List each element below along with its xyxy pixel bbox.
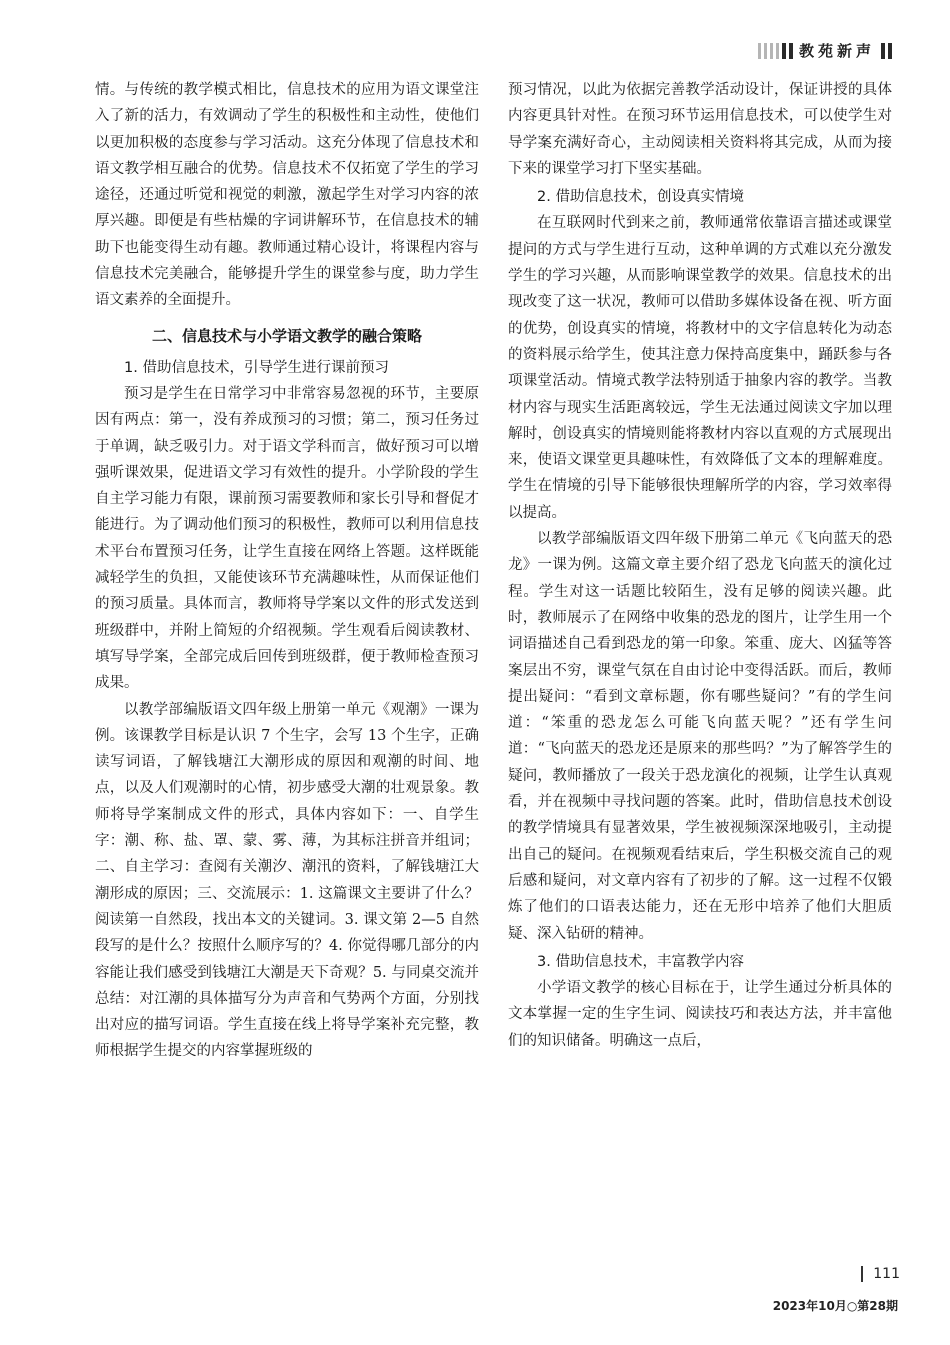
intro-paragraph: 情。与传统的教学模式相比，信息技术的应用为语文课堂注入了新的活力，有效调动了学生的积极性和主动性，使他们以更加积极的态度参与学习活动。这充分体现了信息技术和语文教学相互融合的优势。信息技术不仅拓宽了学生的学习途径，还通过听觉和视觉的刺激，激起学生对学习内容的浓厚兴趣。即便是有些枯燥的字词讲解环节，在信息技术的辅助下也能变得生动有趣。教师通过精心设计，将课程内容与信息技术完美融合，能够提升学生的课堂参与度，助力学生语文素养的全面提升。: [95, 82, 479, 309]
header-bars-left: [758, 43, 793, 59]
situation-paragraph: 在互联网时代到来之前，教师通常依靠语言描述或课堂提问的方式与学生进行互动，这种单调的方式难以充分激发学生的学习兴趣，从而影响课堂教学的效果。信息技术的出现改变了这一状况，教师可以借助多媒体设备在视、听方面的优势，创设真实的情境，将教材中的文字信息转化为动态的资料展示给学生，使其注意力保持高度集中，踊跃参与各项课堂活动。情境式教学法特别适于抽象内容的教学。当教材内容与现实生活距离较远，学生无法通过阅读文字加以理解时，创设真实的情境则能将教材内容以直观的方式展现出来，使语文课堂更具趣味性，有效降低了文本的理解难度。学生在情境的引导下能够很快理解所学的内容，学习效率得以提高。: [508, 215, 892, 521]
right-column: [508, 77, 892, 1054]
preview-paragraph: 预习是学生在日常学习中非常容易忽视的环节，主要原因有两点：第一，没有养成预习的习惯；第二，预习任务过于单调，缺乏吸引力。对于语文学科而言，做好预习可以增强听课效果，促进语文学习有效性的提升。小学阶段的学生自主学习能力有限，课前预习需要教师和家长引导和督促才能进行。为了调动他们预习的积极性，教师可以利用信息技术平台布置预习任务，让学生直接在网络上答题。这样既能减轻学生的负担，又能使该环节充满趣味性，从而保证他们的预习质量。具体而言，教师将导学案以文件的形式发送到班级群中，并附上简短的介绍视频。学生观看后阅读教材、填写导学案，全部完成后回传到班级群，便于教师检查预习成果。: [95, 385, 479, 692]
guanchao-example-paragraph: 以教学部编版语文四年级上册第一单元《观潮》一课为例。该课教学目标是认识 7 个生字，会写 13 个生字，正确读写词语，了解钱塘江大潮形成的原因和观潮的时间、地点，以及人们观潮时的心情，初步感受大潮的壮观景象。教师将导学案制成文件的形式，具体内容如下：一、自学生字：潮、称、盐、罩、蒙、雾、薄，为其标注拼音并组词；二、自主学习：查阅有关潮汐、潮汛的资料，了解钱塘江大潮形成的原因；三、交流展示：1. 这篇课文主要讲了什么？阅读第一自然段，找出本文的关键词。3. 课文第 2—5 自然段写的是什么？按照什么顺序写的？4. 你觉得哪几部分的内容能让我们感受到钱塘江大潮是天下奇观？5. 与同桌交流并总结：对江潮的具体描写分为声音和气势两个方面，分别找出对应的描写词语。学生直接在线上将导学案补充完整，教师根据学生提交的内容掌握班级的: [95, 701, 479, 1060]
content-paragraph: 小学语文教学的核心目标在于，让学生通过分析具体的文本掌握一定的生字生词、阅读技巧和表达方法，并丰富他们的知识储备。明确这一点后，: [508, 980, 892, 1049]
page-number: 111: [861, 1266, 900, 1282]
section-heading: 二、信息技术与小学语文教学的融合策略: [151, 326, 422, 345]
dinosaur-example-paragraph: 以教学部编版语文四年级下册第二单元《飞向蓝天的恐龙》一课为例。这篇文章主要介绍了恐龙飞向蓝天的演化过程。学生对这一话题比较陌生，没有足够的阅读兴趣。此时，教师展示了在网络中收集的恐龙的图片，让学生用一个词语描述自己看到恐龙的第一印象。笨重、庞大、凶猛等答案层出不穷，课堂气氛在自由讨论中变得活跃。而后，教师提出疑问：“看到文章标题，你有哪些疑问？”有的学生问道：“笨重的恐龙怎么可能飞向蓝天呢？”还有学生问道：“飞向蓝天的恐龙还是原来的那些吗？”为了解答学生的疑问，教师播放了一段关于恐龙演化的视频，让学生认真观看，并在视频中寻找问题的答案。此时，借助信息技术创设的教学情境具有显著效果，学生被视频深深地吸引，主动提出自己的疑问。在视频观看结束后，学生积极交流自己的观后感和疑问，对文章内容有了初步的了解。这一过程不仅锻炼了他们的口语表达能力，还在无形中培养了他们大胆质疑、深入钻研的精神。: [508, 531, 892, 942]
column-title: 教苑新声: [798, 42, 875, 60]
subheading-content: 3. 借助信息技术，丰富教学内容: [537, 953, 744, 970]
left-column: [95, 77, 479, 1065]
header-bars-right: [881, 43, 892, 59]
issue-label: 2023年10月○第28期: [772, 1299, 898, 1313]
subheading-situation: 2. 借助信息技术，创设真实情境: [537, 189, 744, 206]
continuation-paragraph: 预习情况，以此为依据完善教学活动设计，保证讲授的具体内容更具针对性。在预习环节运用信息技术，可以使学生对导学案充满好奇心，主动阅读相关资料将其完成，从而为接下来的课堂学习打下坚实基础。: [508, 82, 892, 177]
subheading-preview: 1. 借助信息技术，引导学生进行课前预习: [124, 359, 389, 376]
running-header: [758, 40, 892, 61]
